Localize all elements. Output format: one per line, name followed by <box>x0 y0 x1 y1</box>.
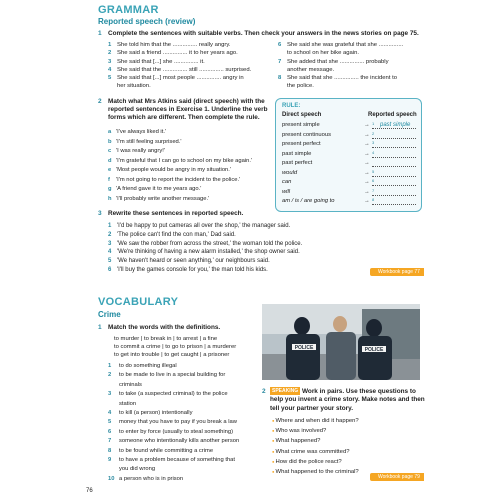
rule-row-number: 5 <box>372 168 375 174</box>
grammar-subtitle: Reported speech (review) <box>98 17 196 26</box>
item-number: 1 <box>108 42 112 48</box>
list-item <box>108 128 273 138</box>
item-text: She said that she ............... the incident to <box>287 75 398 82</box>
arrow-icon: → <box>364 150 370 157</box>
question-item <box>272 447 422 457</box>
vocabulary-heading: VOCABULARY <box>98 296 179 308</box>
ex1-number: 1 <box>98 30 102 37</box>
vocab-ex1-number: 1 <box>98 324 102 331</box>
rule-direct-form: present continuous <box>282 131 331 138</box>
item-text: 'I'm not going to report the incident to the police.' <box>116 176 241 183</box>
item-number: 5 <box>108 258 112 265</box>
rule-col-direct: Direct speech <box>282 112 322 118</box>
list-item <box>108 409 258 418</box>
rule-row-number: 7 <box>372 187 375 193</box>
bullet-icon: ● <box>272 469 276 475</box>
workbook-link-vocabulary[interactable]: Workbook page 79 <box>370 473 424 481</box>
item-text: 'I'll buy the games console for you,' the man told his kids. <box>117 266 268 273</box>
word-box <box>114 335 264 359</box>
list-item <box>108 222 408 231</box>
item-number: 4 <box>108 249 112 256</box>
instruction-line: tell your partner your story. <box>270 404 353 412</box>
list-item <box>108 248 408 257</box>
item-text: 'I'd be happy to put cameras all over the shop,' the manager said. <box>117 223 291 229</box>
grammar-heading: GRAMMAR <box>98 4 159 16</box>
list-item <box>108 371 258 380</box>
police-arrest-image <box>262 304 420 380</box>
ex1-instruction: Complete the sentences with suitable verbs. Then check your answers in the news stories on page 75. <box>108 30 419 37</box>
list-item <box>108 437 258 446</box>
list-item <box>108 428 258 437</box>
list-item <box>278 49 428 57</box>
rule-answer: past simple <box>380 122 411 128</box>
item-text: station <box>119 400 137 407</box>
police-label-right: POLICE <box>364 347 384 353</box>
item-text: She said a friend ............... it to her years ago. <box>117 50 238 57</box>
instruction-line: help you invent a crime story. Make notes and then <box>270 396 425 404</box>
rule-direct-form: past perfect <box>282 160 313 166</box>
item-text: She said that the ............... still ............... surprised. <box>117 66 252 73</box>
list-item <box>108 176 273 186</box>
answer-line[interactable] <box>372 128 416 129</box>
item-text: to be found while committing a crime <box>119 447 214 454</box>
answer-line[interactable] <box>372 176 416 177</box>
item-number: d <box>108 157 112 164</box>
item-text: a person who is in prison <box>119 475 184 482</box>
item-text: She said that [...] she ............... it. <box>117 58 205 65</box>
rule-title: RULE: <box>282 103 301 109</box>
item-number: 10 <box>108 475 115 482</box>
list-item <box>108 66 278 74</box>
item-number: h <box>108 195 112 202</box>
item-text: 'We're thinking of having a new alarm installed,' the shop owner said. <box>117 249 300 256</box>
word-line: to get into trouble | to get caught | a prisoner <box>114 352 230 358</box>
list-item <box>108 381 258 390</box>
list-item <box>108 465 258 474</box>
arrow-icon: → <box>364 198 370 204</box>
rule-row-number: 6 <box>372 178 375 183</box>
item-number: 5 <box>108 75 112 82</box>
list-item <box>278 41 428 49</box>
item-number: 9 <box>108 456 112 463</box>
item-number: e <box>108 167 112 173</box>
rule-box <box>275 98 422 212</box>
item-number: 1 <box>108 363 112 369</box>
rule-row-number: 4 <box>372 149 375 155</box>
list-item <box>108 257 408 266</box>
arrow-icon: → <box>364 179 370 185</box>
item-text: 'The police can't find the con man,' Dad said. <box>117 231 236 238</box>
list-item <box>108 475 258 484</box>
rule-col-reported: Reported speech <box>368 112 417 118</box>
question-text: Where and when did it happen? <box>275 418 359 424</box>
question-text: What happened? <box>275 438 321 445</box>
item-text: to do something illegal <box>119 363 177 369</box>
item-number: 2 <box>108 231 112 238</box>
item-text: 'We saw the robber from across the street,' the woman told the police. <box>117 240 303 247</box>
item-text: her situation. <box>117 83 151 90</box>
arrow-icon: → <box>364 160 370 166</box>
bullet-icon: ● <box>272 438 276 444</box>
item-text: 'I'll probably write another message.' <box>116 195 210 202</box>
speaking-questions <box>272 416 422 477</box>
item-text: 'I've always liked it.' <box>116 129 167 135</box>
item-number: 8 <box>278 75 282 82</box>
instruction-line: forms which are different. Then complete the rule. <box>108 114 260 122</box>
list-item <box>108 138 273 148</box>
workbook-link-grammar[interactable]: Workbook page 77 <box>370 268 424 276</box>
ex3-number: 3 <box>98 210 102 217</box>
answer-line[interactable] <box>372 157 416 158</box>
item-number: 6 <box>108 266 112 273</box>
item-number: 4 <box>108 66 112 73</box>
item-text: 'A friend gave it to me years ago.' <box>116 186 202 192</box>
item-number: g <box>108 186 112 192</box>
list-item <box>108 41 278 49</box>
vocab-definitions <box>108 362 258 484</box>
item-number: 2 <box>108 372 112 379</box>
answer-line[interactable] <box>372 138 416 139</box>
item-number: a <box>108 129 112 135</box>
instruction-line: reported sentences in Exercise 1. Underline the verb <box>108 106 268 114</box>
arrow-icon: → <box>364 122 370 128</box>
list-item <box>108 447 258 456</box>
item-number: 5 <box>108 419 112 426</box>
page-number: 76 <box>86 488 93 494</box>
rule-direct-form: am / is / are going to <box>282 198 335 204</box>
list-item <box>108 195 273 205</box>
vocab-ex2-instruction <box>270 388 430 413</box>
item-number: 3 <box>108 391 112 398</box>
item-number: 1 <box>108 223 112 229</box>
vocab-ex1-instruction: Match the words with the definitions. <box>108 324 221 331</box>
item-number: c <box>108 148 112 154</box>
item-number: 6 <box>278 42 282 48</box>
answer-line[interactable] <box>372 147 416 148</box>
list-item <box>108 418 258 427</box>
list-item <box>278 74 428 82</box>
rule-direct-form: present simple <box>282 122 320 128</box>
item-number: 7 <box>278 58 282 65</box>
item-text: She told him that the ............... really angry. <box>117 42 231 48</box>
item-text: someone who intentionally kills another person <box>119 438 240 445</box>
item-text: criminals <box>119 381 142 388</box>
list-item <box>108 362 258 371</box>
answer-line[interactable] <box>372 204 416 205</box>
item-text: 'I'm still feeling surprised.' <box>116 138 182 145</box>
ex1-left-column <box>108 41 278 91</box>
police-label-left: POLICE <box>294 345 314 351</box>
item-number: 7 <box>108 438 112 445</box>
question-text: How did the police react? <box>275 458 342 465</box>
list-item <box>278 82 428 90</box>
ex2-number: 2 <box>98 98 102 105</box>
rule-direct-form: would <box>282 169 298 176</box>
rule-row-number: 1 <box>372 121 375 126</box>
list-item <box>108 82 278 90</box>
list-item <box>108 400 258 409</box>
vocabulary-subtitle: Crime <box>98 310 121 319</box>
answer-line[interactable] <box>372 195 416 196</box>
rule-direct-form: present perfect <box>282 141 321 147</box>
arrow-icon: → <box>364 141 370 147</box>
ex2-items <box>108 128 273 204</box>
ex1-right-column <box>278 41 428 91</box>
rule-direct-form: can <box>282 179 292 185</box>
ex3-instruction: Rewrite these sentences in reported speech. <box>108 210 244 217</box>
police-photo <box>262 304 420 380</box>
list-item <box>108 49 278 57</box>
answer-line[interactable] <box>372 185 416 186</box>
list-item <box>108 390 258 399</box>
rule-row-number: 3 <box>372 140 375 145</box>
question-text: Who was involved? <box>275 428 327 435</box>
item-text: 'I'm grateful that I can go to school on my bike again.' <box>116 157 253 164</box>
answer-line[interactable] <box>372 166 416 167</box>
question-item <box>272 426 422 436</box>
item-text: She said that [...] most people ............... angry in <box>117 75 244 82</box>
bullet-icon: ● <box>272 448 276 454</box>
list-item <box>108 166 273 176</box>
item-text: 'We haven't heard or seen anything,' our neighbours said. <box>117 258 270 265</box>
list-item <box>108 58 278 66</box>
item-text: money that you have to pay if you break a law <box>119 419 237 426</box>
instruction-line: Match what Mrs Atkins said (direct speech) with the <box>108 98 265 105</box>
instruction-line: Work in pairs. Use these questions to <box>302 388 416 395</box>
list-item <box>108 231 408 240</box>
list-item <box>278 66 428 74</box>
list-item <box>108 456 258 465</box>
item-text: to be made to live in a special building for <box>119 372 226 379</box>
item-text: to school on her bike again. <box>287 50 360 57</box>
bullet-icon: ● <box>272 418 276 423</box>
item-text: to enter by force (usually to steal something) <box>119 428 234 435</box>
rule-row-number: 8 <box>372 197 375 202</box>
question-text: What happened to the criminal? <box>275 469 359 476</box>
word-line: to murder | to break in | to arrest | a fine <box>114 336 218 342</box>
item-text: another message. <box>287 66 335 73</box>
list-item <box>108 185 273 195</box>
vocab-ex2-number: 2 <box>262 388 266 395</box>
item-text: She said she was grateful that she ............... <box>287 42 404 48</box>
list-item <box>278 58 428 66</box>
item-number: 8 <box>108 447 112 454</box>
ex2-instruction <box>108 98 273 123</box>
rule-direct-form: will <box>282 188 291 195</box>
list-item <box>108 74 278 82</box>
ex3-items <box>108 222 408 275</box>
item-number: 3 <box>108 58 112 65</box>
rule-direct-form: past simple <box>282 150 312 157</box>
arrow-icon: → <box>364 188 370 195</box>
question-item <box>272 457 422 467</box>
item-text: to kill (a person) intentionally <box>119 409 193 416</box>
item-text: to have a problem because of something that <box>119 456 236 463</box>
word-line: to commit a crime | to go to prison | a murderer <box>114 344 237 350</box>
item-text: 'Most people would be angry in my situation.' <box>116 167 231 173</box>
rule-row-number: 2 <box>372 130 375 136</box>
list-item <box>108 157 273 167</box>
list-item <box>108 147 273 157</box>
item-number: 6 <box>108 428 112 435</box>
question-text: What crime was committed? <box>275 448 350 455</box>
item-text: you did wrong <box>119 466 156 473</box>
item-text: the police. <box>287 83 314 90</box>
bullet-icon: ● <box>272 428 276 434</box>
item-number: 4 <box>108 409 112 416</box>
question-item <box>272 416 422 426</box>
list-item <box>108 240 408 249</box>
item-number: 2 <box>108 50 112 57</box>
item-text: 'I was really angry!' <box>116 148 165 154</box>
bullet-icon: ● <box>272 458 276 464</box>
item-text: She added that she ............... probably <box>287 58 389 65</box>
item-number: f <box>108 176 110 183</box>
list-item <box>108 266 408 275</box>
question-item <box>272 436 422 446</box>
speaking-tag: SPEAKING <box>272 388 299 394</box>
item-number: b <box>108 138 112 145</box>
item-number: 3 <box>108 240 112 247</box>
arrow-icon: → <box>364 131 370 138</box>
arrow-icon: → <box>364 169 370 176</box>
item-text: to take (a suspected criminal) to the police <box>119 391 228 398</box>
